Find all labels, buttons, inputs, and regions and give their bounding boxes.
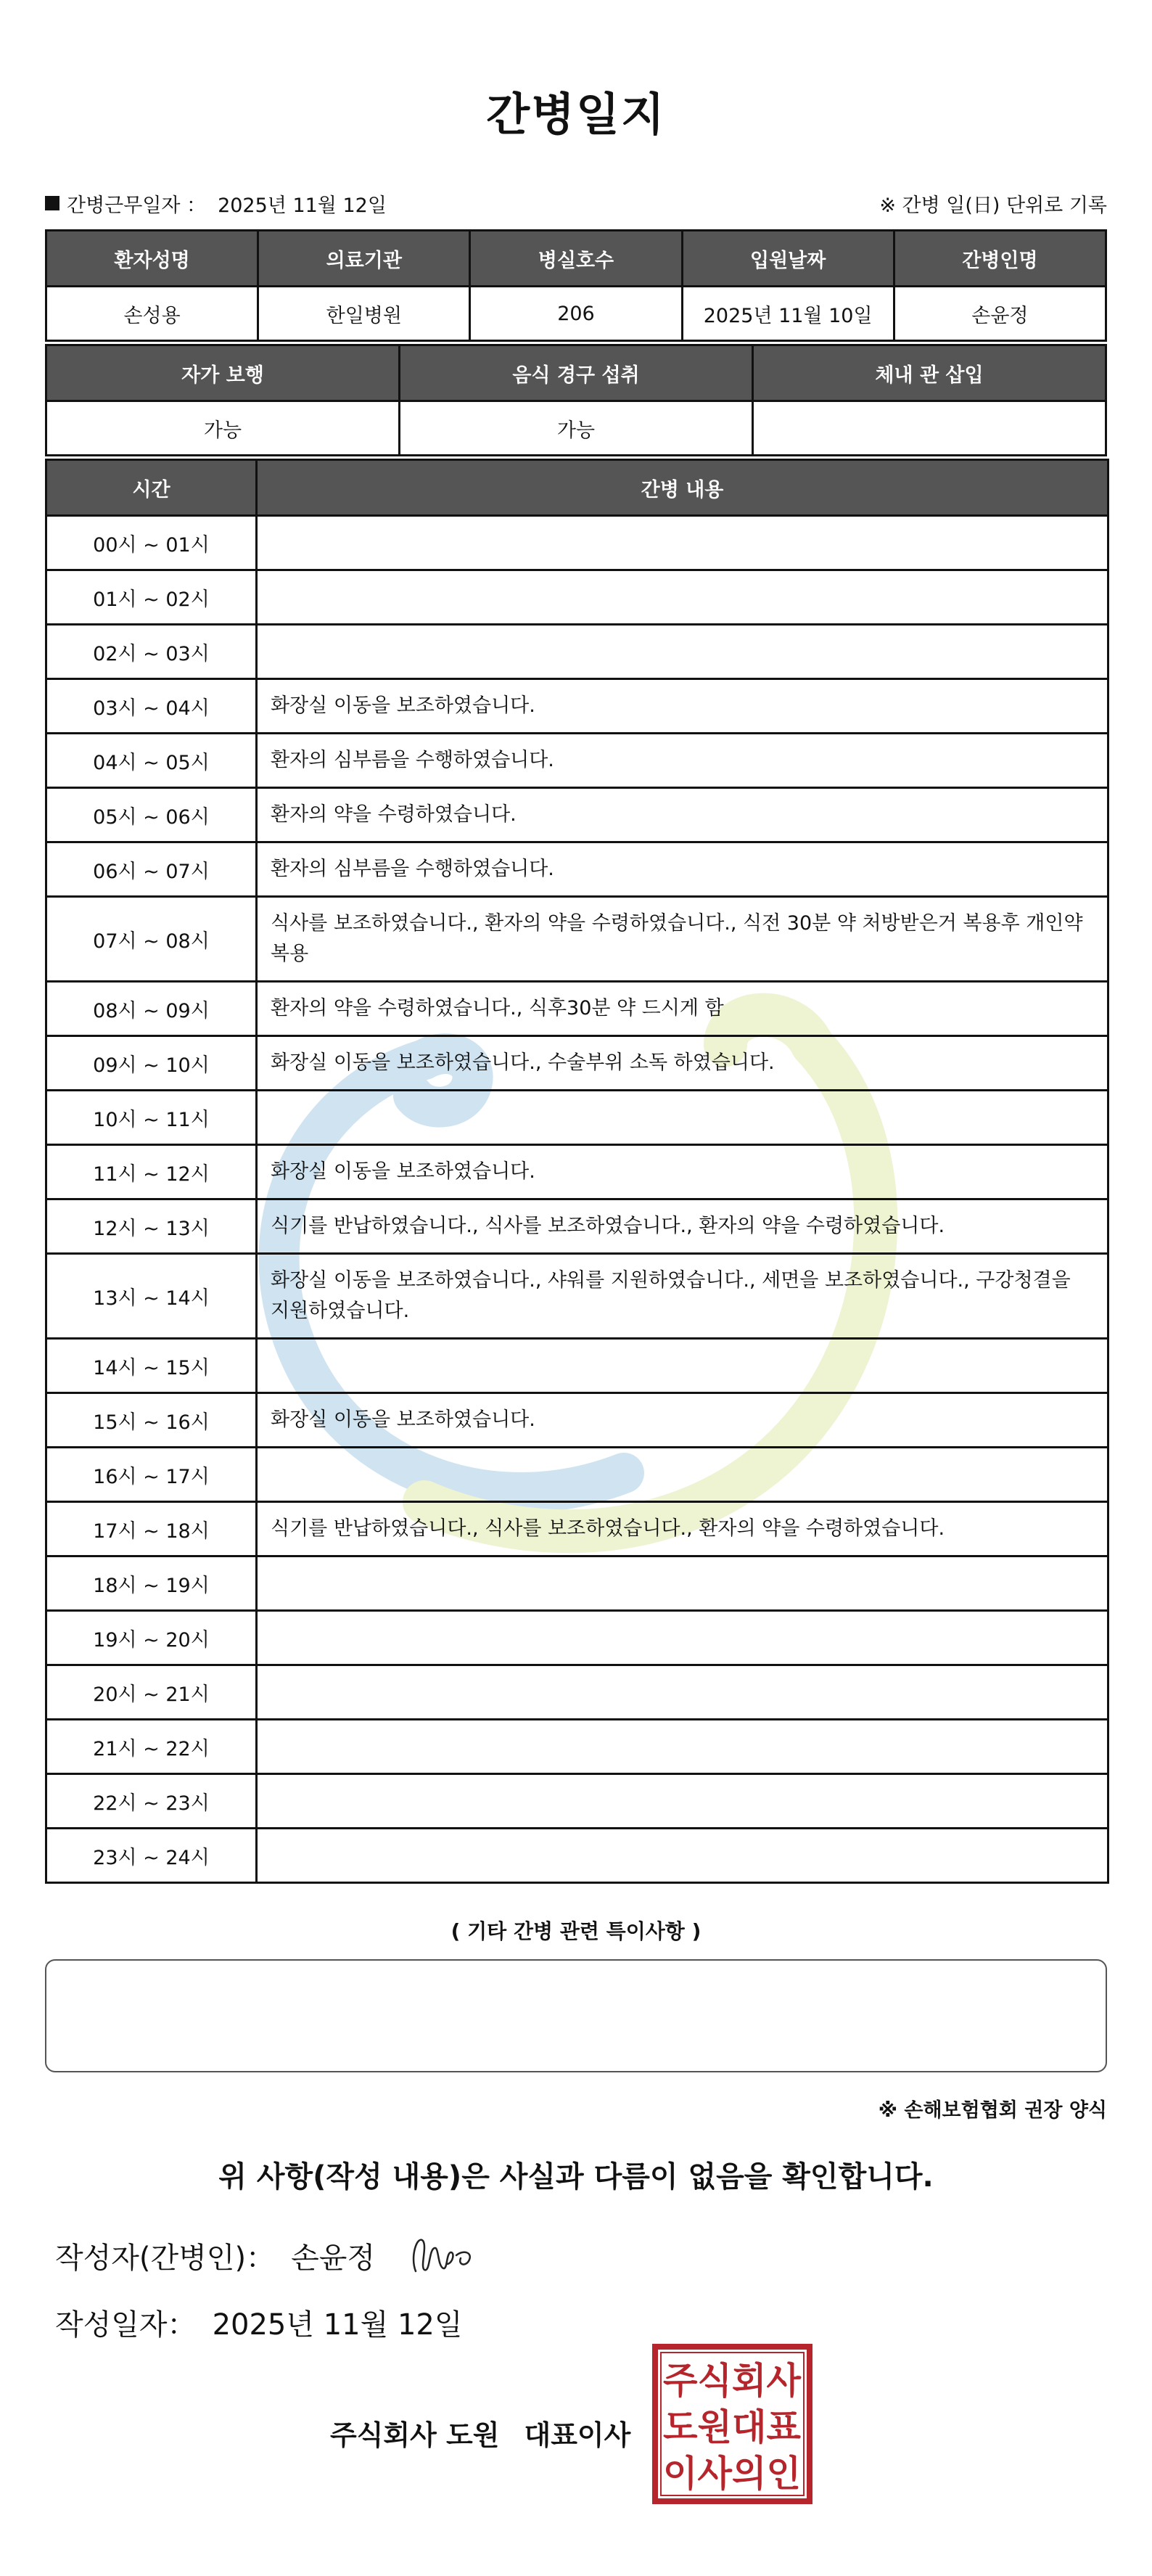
work-date-value: 2025년 11월 12일 xyxy=(218,194,387,217)
care-log-row xyxy=(46,1199,1108,1254)
care-log-row xyxy=(46,1145,1108,1199)
written-date-line xyxy=(55,2302,463,2343)
header-tube-insertion: 체내 관 삽입 xyxy=(753,345,1106,401)
care-log-content: 화장실 이동을 보조하였습니다. xyxy=(257,679,1108,734)
hospital: 한일병원 xyxy=(258,287,470,341)
care-log-content: 식기를 반납하였습니다., 식사를 보조하였습니다., 환자의 약을 수령하였습니다. xyxy=(257,1199,1108,1254)
patient-status-value-row xyxy=(46,401,1106,456)
admission-date: 2025년 11월 10일 xyxy=(682,287,894,341)
care-log-content xyxy=(257,625,1108,679)
seal-text-line: 이사의인 xyxy=(663,2453,801,2495)
care-log-time: 16시 ~ 17시 xyxy=(46,1448,257,1502)
care-log-content: 화장실 이동을 보조하였습니다. xyxy=(257,1393,1108,1448)
care-log-time: 04시 ~ 05시 xyxy=(46,734,257,788)
care-log-time: 06시 ~ 07시 xyxy=(46,842,257,897)
patient-status-header-row xyxy=(46,345,1106,401)
work-date xyxy=(45,189,387,218)
written-date-value: 2025년 11월 12일 xyxy=(212,2308,463,2342)
care-log-row xyxy=(46,1611,1108,1665)
header-care-content: 간병 내용 xyxy=(257,460,1108,516)
care-log-time: 23시 ~ 24시 xyxy=(46,1829,257,1883)
header-oral-intake: 음식 경구 섭취 xyxy=(400,345,753,401)
care-log-row xyxy=(46,570,1108,625)
company-signature-line xyxy=(330,2413,630,2453)
seal-text-line: 도원대표 xyxy=(663,2406,802,2448)
header-time: 시간 xyxy=(46,460,257,516)
care-log-time: 11시 ~ 12시 xyxy=(46,1145,257,1199)
care-log-row xyxy=(46,1720,1108,1774)
care-log-content: 식사를 보조하였습니다., 환자의 약을 수령하였습니다., 식전 30분 약 처방받은거 복용후 개인약 복용 xyxy=(257,897,1108,982)
work-date-label: 간병근무일자 ： xyxy=(67,194,207,217)
header-admission-date: 입원날짜 xyxy=(682,231,894,287)
care-log-row xyxy=(46,1556,1108,1611)
care-log-row xyxy=(46,1829,1108,1883)
care-log-row xyxy=(46,1665,1108,1720)
care-log-content xyxy=(257,1665,1108,1720)
care-log-time: 18시 ~ 19시 xyxy=(46,1556,257,1611)
author-line xyxy=(55,2235,375,2276)
header-self-walking: 자가 보행 xyxy=(46,345,400,401)
care-log-body xyxy=(46,516,1108,1883)
care-log-content xyxy=(257,1556,1108,1611)
header-hospital: 의료기관 xyxy=(258,231,470,287)
care-log-time: 05시 ~ 06시 xyxy=(46,788,257,842)
care-log-row xyxy=(46,1502,1108,1556)
care-log-row xyxy=(46,625,1108,679)
care-log-time: 19시 ~ 20시 xyxy=(46,1611,257,1665)
confirmation-statement: 위 사항(작성 내용)은 사실과 다름이 없음을 확인합니다. xyxy=(218,2160,934,2194)
caregiver-name: 손윤정 xyxy=(894,287,1106,341)
care-log-content: 화장실 이동을 보조하였습니다. xyxy=(257,1145,1108,1199)
patient-info-table xyxy=(45,229,1107,342)
care-log-time: 17시 ~ 18시 xyxy=(46,1502,257,1556)
care-log-header-row xyxy=(46,460,1108,516)
care-log-time: 01시 ~ 02시 xyxy=(46,570,257,625)
care-log-row xyxy=(46,679,1108,734)
care-log-time: 07시 ~ 08시 xyxy=(46,897,257,982)
header-room: 병실호수 xyxy=(470,231,682,287)
header-patient-name: 환자성명 xyxy=(46,231,258,287)
author-name: 손윤정 xyxy=(291,2241,375,2275)
author-label: 작성자(간병인)： xyxy=(55,2241,276,2275)
representative-title: 대표이사 xyxy=(524,2419,631,2451)
care-log-time: 08시 ~ 09시 xyxy=(46,982,257,1036)
care-log-row xyxy=(46,1254,1108,1339)
care-log-content xyxy=(257,1611,1108,1665)
care-log-time: 22시 ~ 23시 xyxy=(46,1774,257,1829)
care-log-content: 화장실 이동을 보조하였습니다., 수술부위 소독 하였습니다. xyxy=(257,1036,1108,1091)
care-log-row xyxy=(46,1339,1108,1393)
care-log-time: 00시 ~ 01시 xyxy=(46,516,257,570)
handwritten-signature xyxy=(403,2228,482,2280)
tube-insertion-value xyxy=(753,401,1106,456)
recommended-form-note: ※ 손해보험협회 권장 양식 xyxy=(878,2099,1107,2122)
page-title: 간병일지 xyxy=(486,88,666,141)
patient-name: 손성용 xyxy=(46,287,258,341)
care-log-content xyxy=(257,1829,1108,1883)
care-log-row xyxy=(46,734,1108,788)
square-bullet-icon xyxy=(45,196,59,210)
notes-title: ( 기타 간병 관련 특이사항 ) xyxy=(450,1919,702,1943)
care-log-time: 21시 ~ 22시 xyxy=(46,1720,257,1774)
care-log-time: 15시 ~ 16시 xyxy=(46,1393,257,1448)
care-log-content: 환자의 심부름을 수행하였습니다. xyxy=(257,842,1108,897)
care-log-time: 20시 ~ 21시 xyxy=(46,1665,257,1720)
seal-text-line: 주식회사 xyxy=(663,2360,802,2402)
care-log-time: 09시 ~ 10시 xyxy=(46,1036,257,1091)
oral-intake-value: 가능 xyxy=(400,401,753,456)
care-log-row xyxy=(46,842,1108,897)
care-log-time: 02시 ~ 03시 xyxy=(46,625,257,679)
care-log-content xyxy=(257,1448,1108,1502)
care-log-content xyxy=(257,570,1108,625)
care-log-row xyxy=(46,1448,1108,1502)
patient-info-value-row xyxy=(46,287,1106,341)
care-log-table xyxy=(45,459,1109,1884)
care-log-time: 03시 ~ 04시 xyxy=(46,679,257,734)
self-walking-value: 가능 xyxy=(46,401,400,456)
care-log-row xyxy=(46,982,1108,1036)
care-log-time: 13시 ~ 14시 xyxy=(46,1254,257,1339)
care-log-time: 10시 ~ 11시 xyxy=(46,1091,257,1145)
company-name: 주식회사 도원 xyxy=(330,2419,500,2451)
care-log-content xyxy=(257,1720,1108,1774)
care-log-content xyxy=(257,516,1108,570)
care-log-row xyxy=(46,1393,1108,1448)
care-log-row xyxy=(46,516,1108,570)
care-log-content xyxy=(257,1774,1108,1829)
patient-status-table xyxy=(45,344,1107,456)
company-seal-stamp xyxy=(651,2342,814,2506)
header-caregiver-name: 간병인명 xyxy=(894,231,1106,287)
care-log-row xyxy=(46,788,1108,842)
care-log-content xyxy=(257,1339,1108,1393)
care-log-content: 환자의 약을 수령하였습니다. xyxy=(257,788,1108,842)
care-log-time: 14시 ~ 15시 xyxy=(46,1339,257,1393)
care-log-content: 환자의 심부름을 수행하였습니다. xyxy=(257,734,1108,788)
care-log-content: 식기를 반납하였습니다., 식사를 보조하였습니다., 환자의 약을 수령하였습니다. xyxy=(257,1502,1108,1556)
notes-box xyxy=(45,1959,1107,2072)
room-number: 206 xyxy=(470,287,682,341)
care-log-content: 환자의 약을 수령하였습니다., 식후30분 약 드시게 함 xyxy=(257,982,1108,1036)
patient-info-header-row xyxy=(46,231,1106,287)
care-log-row xyxy=(46,1036,1108,1091)
care-log-content: 화장실 이동을 보조하였습니다., 샤워를 지원하였습니다., 세면을 보조하였습니다., 구강청결을 지원하였습니다. xyxy=(257,1254,1108,1339)
daily-record-note: ※ 간병 일(日) 단위로 기록 xyxy=(879,194,1107,217)
written-date-label: 작성일자： xyxy=(55,2308,197,2342)
care-log-row xyxy=(46,1774,1108,1829)
care-log-content xyxy=(257,1091,1108,1145)
care-log-time: 12시 ~ 13시 xyxy=(46,1199,257,1254)
care-log-row xyxy=(46,1091,1108,1145)
meta-row xyxy=(45,187,1107,219)
care-log-row xyxy=(46,897,1108,982)
